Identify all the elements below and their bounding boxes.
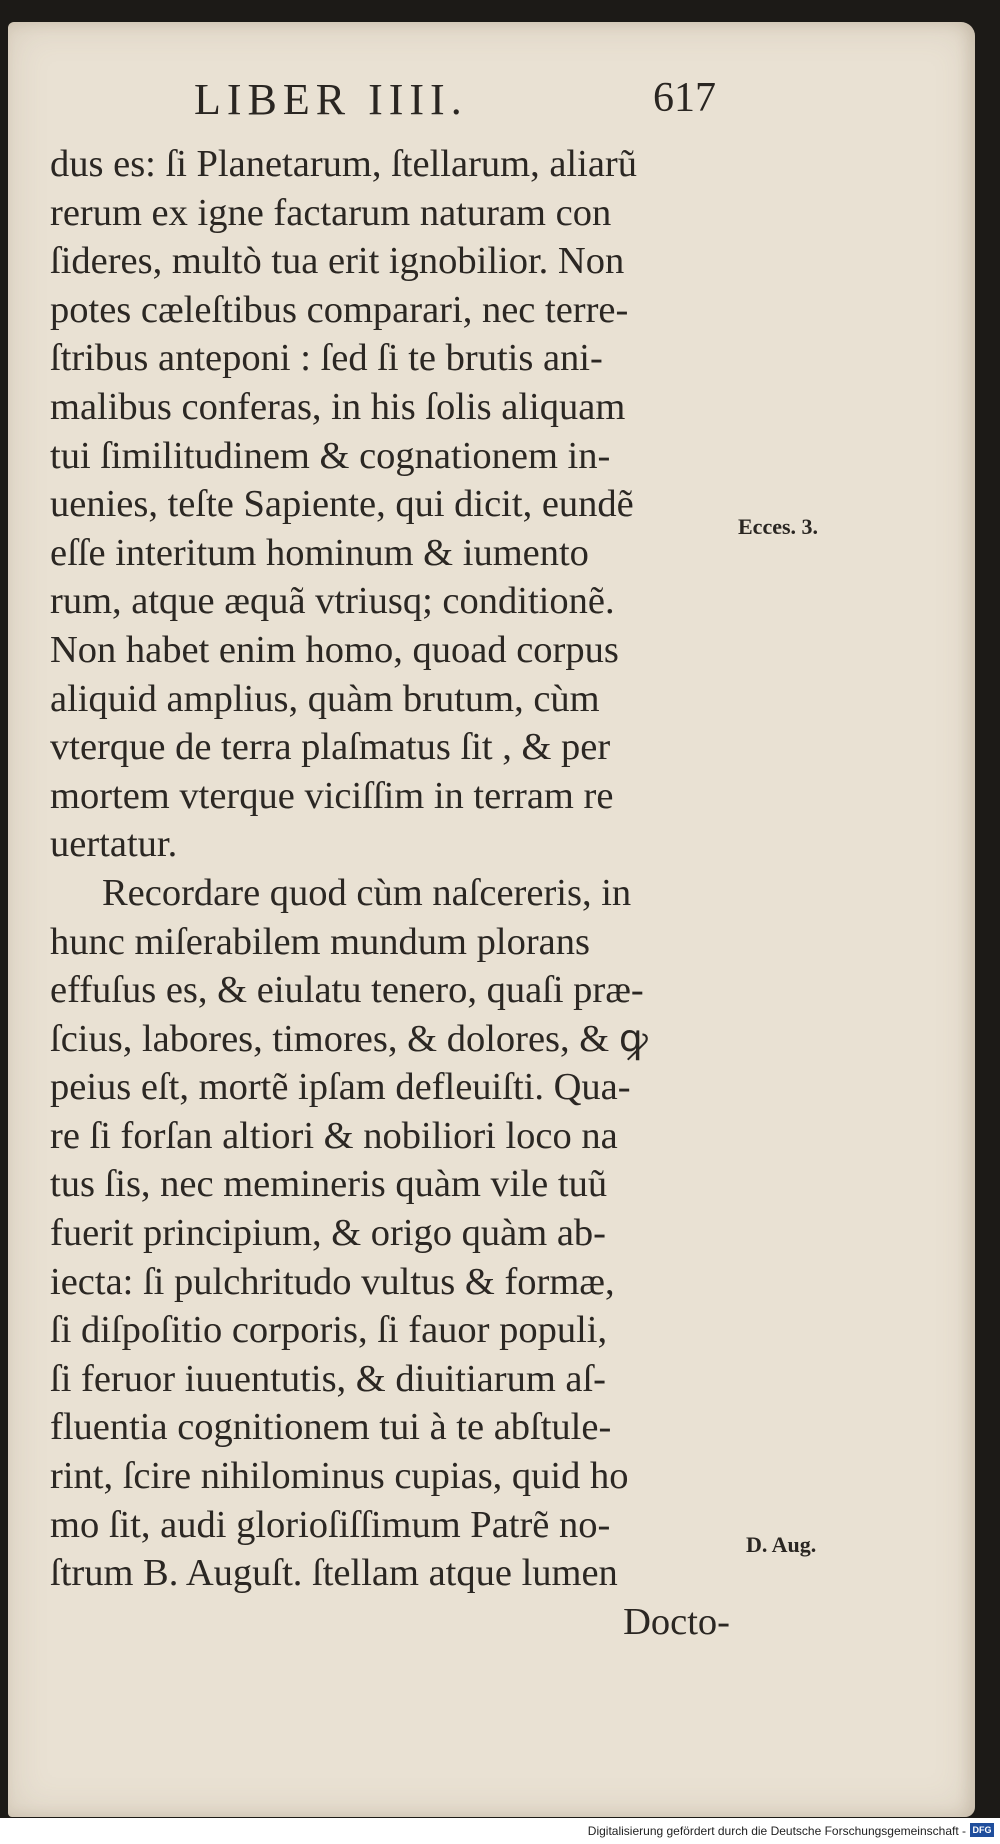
text-line: hunc miſerabilem mundum plorans [50,920,590,963]
text-line: mortem vterque viciſſim in terram re [50,774,614,817]
text-line: ſideres, multò tua erit ignobilior. Non [50,240,625,283]
margin-note-eccles: Ecces. 3. [738,514,819,539]
text-line: re ſi forſan altiori & nobiliori loco na [50,1114,618,1157]
text-line: tus ſis, nec memineris quàm vile tuũ [50,1163,608,1206]
catchword: Docto- [623,1600,730,1643]
text-line: ſi diſpoſitio corporis, ſi fauor populi, [50,1309,608,1352]
text-line: dus es: ſi Planetarum, ſtellarum, aliarũ [50,143,637,185]
text-line: rint, ſcire nihilominus cupias, quid ho [50,1455,629,1498]
text-line: ſi feruor iuuentutis, & diuitiarum aſ- [50,1357,606,1400]
text-line: malibus conferas, in his ſolis aliquam [50,385,626,428]
text-line: vterque de terra plaſmatus ſit , & per [50,726,611,769]
book-page [8,22,975,1817]
text-line: effuſus es, & eiulatu tenero, quaſi præ- [50,969,644,1012]
text-line: rerum ex igne factarum naturam con [50,191,612,234]
text-line: uertatur. [50,823,178,866]
running-title: LIBER IIII. [194,75,468,124]
page-header [8,74,975,134]
dfg-logo: DFG [970,1823,994,1837]
text-line: Non habet enim homo, quoad corpus [50,628,619,671]
text-line: tui ſimilitudinem & cognationem in- [50,434,611,477]
text-line: aliquid amplius, quàm brutum, cùm [50,677,600,720]
digitization-footer [0,1818,1000,1844]
footer-credit: Digitalisierung gefördert durch die Deutsche Forschungsgemeinschaft - [587,1824,966,1838]
text-line: fluentia cognitionem tui à te abſtule- [50,1406,612,1449]
text-line: uenies, teſte Sapiente, qui dicit, eundẽ [50,483,634,526]
margin-note-august: D. Aug. [746,1532,817,1557]
text-line: potes cæleſtibus comparari, nec terre- [50,288,629,331]
text-line: eſſe interitum hominum & iumento [50,531,589,574]
text-line: ſtribus anteponi : ſed ſi te brutis ani- [50,337,603,380]
text-line: peius eſt, mortẽ ipſam defleuiſti. Qua- [50,1066,631,1109]
text-line: ſtrum B. Auguſt. ſtellam atque lumen [50,1552,618,1595]
text-line: iecta: ſi pulchritudo vultus & formæ, [50,1260,615,1303]
text-line: mo ſit, audi glorioſiſſimum Patrẽ no- [50,1503,611,1546]
page-number: 617 [653,75,716,121]
paragraph-start-line: Recordare quod cùm naſcereris, in [102,871,632,914]
body-text [50,140,730,1646]
text-line: ſcius, labores, timores, & dolores, & ꝙ [50,1017,648,1060]
text-line: rum, atque æquã vtriusq; conditionẽ. [50,580,615,623]
text-line: fuerit principium, & origo quàm ab- [50,1212,606,1255]
